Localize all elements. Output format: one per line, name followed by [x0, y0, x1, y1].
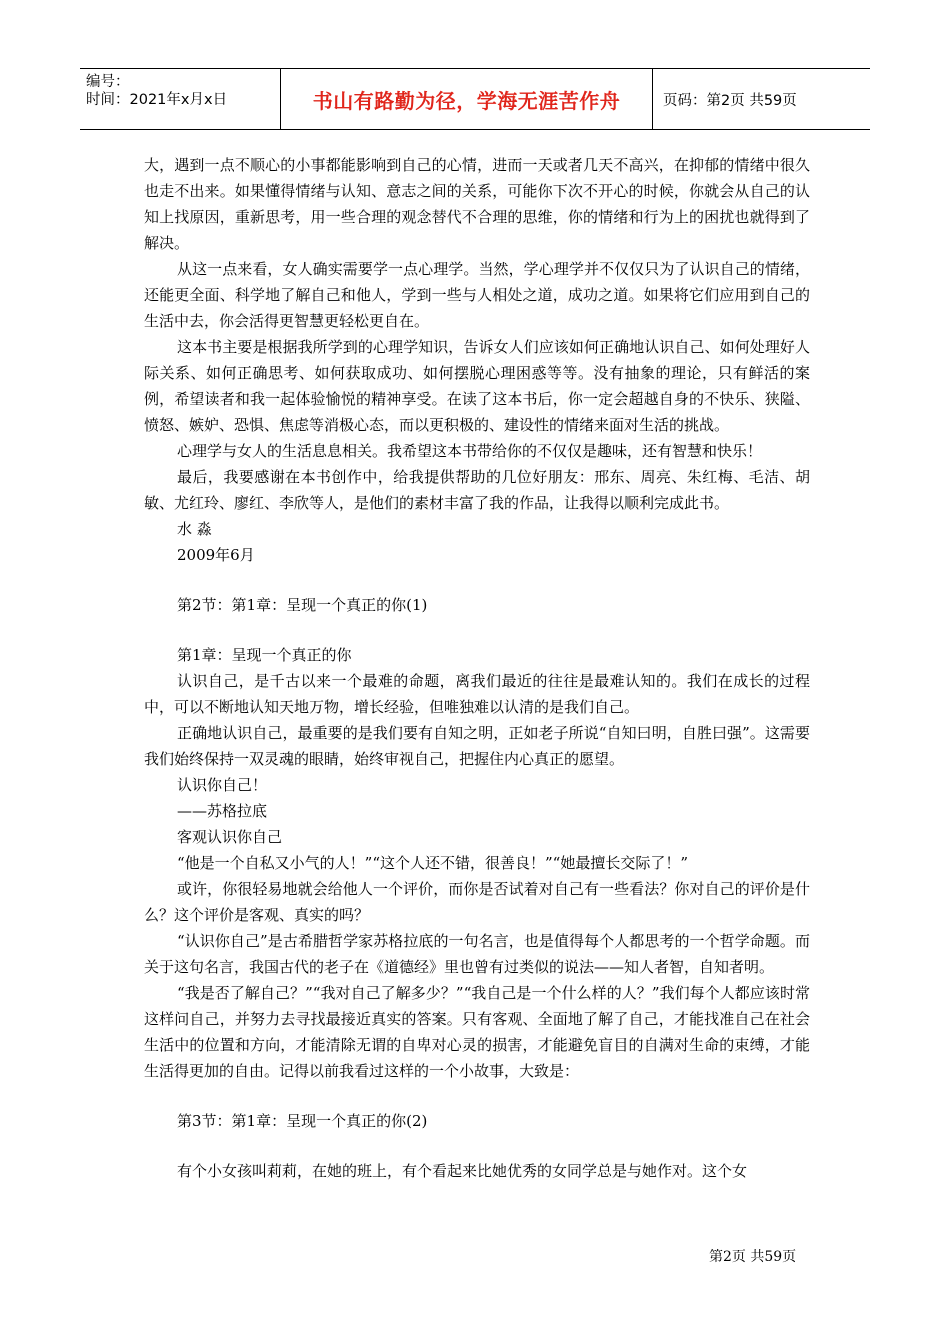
paragraph: 从这一点来看，女人确实需要学一点心理学。当然，学心理学并不仅仅只为了认识自己的情绪，还能更全面、科学地了解自己和他人，学到一些与人相处之道，成功之道。如果将它们应用到自己的生活中去，你会活得更智慧更轻松更自在。 — [144, 260, 810, 330]
author-signature: 水 淼 — [177, 520, 212, 538]
chapter-title: 第1章：呈现一个真正的你 — [177, 646, 352, 664]
signature-date: 2009年6月 — [177, 546, 255, 564]
page-header — [80, 68, 870, 130]
code-label: 编号： — [86, 74, 130, 90]
quote-author: ——苏格拉底 — [177, 802, 268, 820]
section-title: 第3节：第1章：呈现一个真正的你(2) — [177, 1112, 428, 1130]
paragraph: 这本书主要是根据我所学到的心理学知识，告诉女人们应该如何正确地认识自己、如何处理好人际关系、如何正确思考、如何获取成功、如何摆脱心理困惑等等。没有抽象的理论，只有鲜活的案例，希望读者和我一起体验愉悦的精神享受。在读了这本书后，你一定会超越自身的不快乐、狭隘、愤怒、嫉妒、恐惧、焦虑等消极心态，而以更积极的、建设性的情绪来面对生活的挑战。 — [144, 338, 810, 434]
subheading: 客观认识你自己 — [177, 828, 283, 846]
paragraph: 或许，你很轻易地就会给他人一个评价，而你是否试着对自己有一些看法？你对自己的评价是什么？这个评价是客观、真实的吗？ — [144, 880, 810, 924]
paragraph: “我是否了解自己？”“我对自己了解多少？”“我自己是一个什么样的人？”我们每个人都应该时常这样问自己，并努力去寻找最接近真实的答案。只有客观、全面地了解了自己，才能找准自己在社会生活中的位置和方向，才能清除无谓的自卑对心灵的损害，才能避免盲目的自满对生命的束缚，才能生活得更加的自由。记得以前我看过这样的一个小故事，大致是： — [144, 984, 810, 1080]
paragraph: 正确地认识自己，最重要的是我们要有自知之明，正如老子所说“自知曰明，自胜曰强”。这需要我们始终保持一双灵魂的眼睛，始终审视自己，把握住内心真正的愿望。 — [144, 724, 810, 768]
paragraph: “他是一个自私又小气的人！”“这个人还不错，很善良！”“她最擅长交际了！” — [177, 854, 689, 872]
section-title: 第2节：第1章：呈现一个真正的你(1) — [177, 596, 428, 614]
paragraph: 心理学与女人的生活息息相关。我希望这本书带给你的不仅仅是趣味，还有智慧和快乐！ — [177, 442, 763, 460]
paragraph: 有个小女孩叫莉莉，在她的班上，有个看起来比她优秀的女同学总是与她作对。这个女 — [177, 1162, 748, 1180]
page-footer: 第2页 共59页 — [709, 1249, 797, 1265]
header-motto: 书山有路勤为径，学海无涯苦作舟 — [281, 69, 653, 129]
quote: 认识你自己！ — [177, 776, 268, 794]
date-label: 时间：2021年x月x日 — [86, 92, 228, 108]
paragraph: 最后，我要感谢在本书创作中，给我提供帮助的几位好朋友：邢东、周亮、朱红梅、毛洁、胡敏、尤红玲、廖红、李欣等人，是他们的素材丰富了我的作品，让我得以顺利完成此书。 — [144, 468, 810, 512]
document-body — [144, 152, 810, 1184]
header-meta — [80, 69, 281, 129]
paragraph: 大，遇到一点不顺心的小事都能影响到自己的心情，进而一天或者几天不高兴，在抑郁的情绪中很久也走不出来。如果懂得情绪与认知、意志之间的关系，可能你下次不开心的时候，你就会从自己的认知上找原因，重新思考，用一些合理的观念替代不合理的思维，你的情绪和行为上的困扰也就得到了解决。 — [144, 156, 810, 252]
paragraph: 认识自己，是千古以来一个最难的命题，离我们最近的往往是最难认知的。我们在成长的过程中，可以不断地认知天地万物，增长经验，但唯独难以认清的是我们自己。 — [144, 672, 810, 716]
header-page-label: 页码：第2页 共59页 — [663, 92, 797, 109]
paragraph: “认识你自己”是古希腊哲学家苏格拉底的一句名言，也是值得每个人都思考的一个哲学命题。而关于这句名言，我国古代的老子在《道德经》里也曾有过类似的说法——知人者智，自知者明。 — [144, 932, 810, 976]
